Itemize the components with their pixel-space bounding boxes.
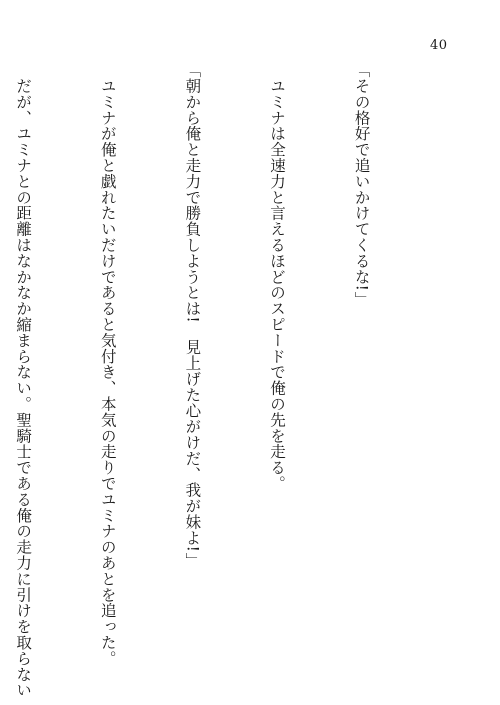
text-line-3: 「朝から俺と走力で勝負しようとは! 見上げた心がけだ、我が妹よ!」: [183, 62, 202, 569]
vertical-text-body: [0, 62, 432, 698]
text-line-2: ユミナは全速力と言えるほどのスピードで俺の先を走る。: [267, 62, 286, 492]
page-number: 40: [430, 38, 448, 53]
text-line-4: ユミナが俺と戯れたいだけであると気付き、本気の走りでユミナのあとを追った。: [98, 62, 117, 667]
text-line-5: だが、ユミナとの距離はなかなか縮まらない。聖騎士である俺の走力に引けを取らない: [14, 62, 33, 698]
text-line-1: 「その格好で追いかけてくるな!」: [352, 62, 371, 308]
